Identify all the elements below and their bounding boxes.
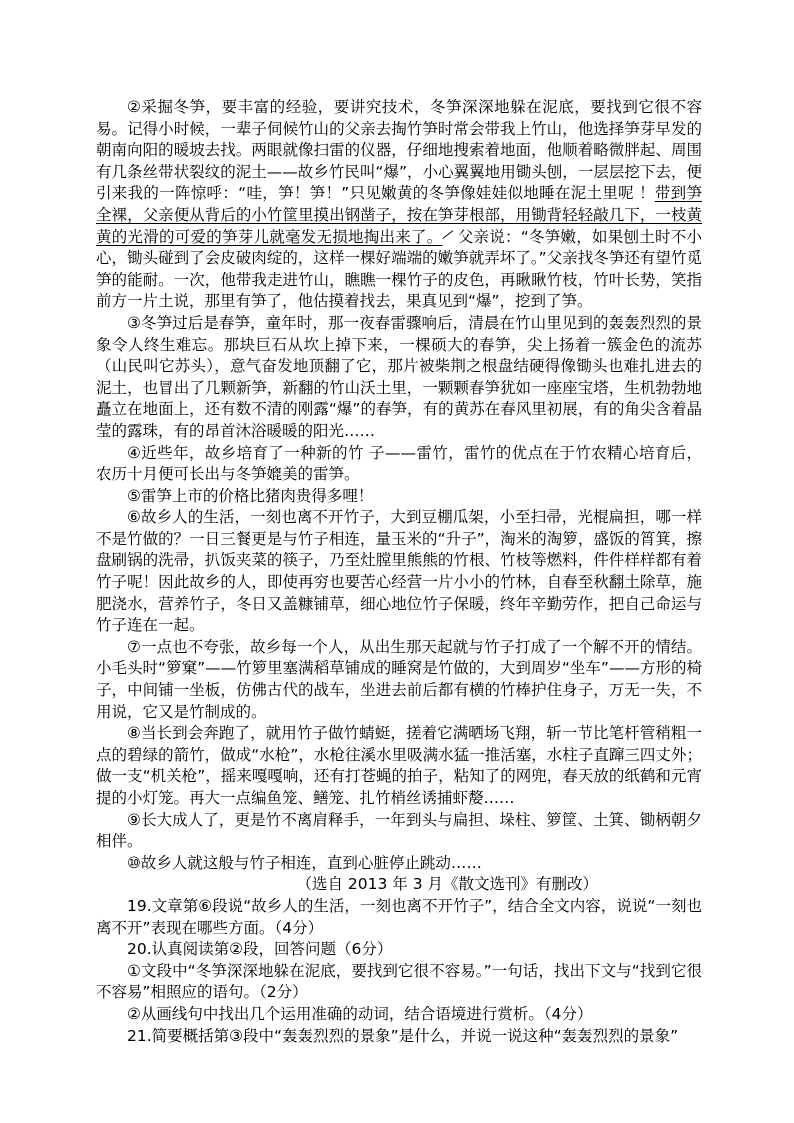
attribution-line-segment-1: （选自 2013 年 3 月《散文选刊》有删改） (296, 875, 598, 894)
paragraph-4 (96, 443, 702, 486)
paragraph-8 (96, 723, 702, 809)
article-body (96, 97, 702, 1047)
paragraph-2-segment-3: 父亲说：“冬笋嫩，如果刨土时不小心，锄头碰到了会皮破肉绽的，这样一棵好端端的嫩笋就弄坏了。”父亲找冬笋还有望竹觅笋的能耐。一次，他带我走进竹山，瞧瞧一棵竹子的皮色，再瞅瞅竹枝，竹叶长势，笑指前方一片土说，那里有笋了，他估摸着找去，果真见到“爆”，挖到了笋。 (96, 227, 702, 311)
paragraph-5-segment-1: ⑤雷笋上市的价格比猪肉贵得多哩！ (127, 486, 374, 505)
paragraph-2-segment-1: ②采掘冬笋，要丰富的经验，要讲究技术，冬笋深深地躲在泥底，要找到它很不容易。记得小时候，一辈子伺候竹山的父亲去掏竹笋时常会带我上竹山，他选择笋芽早发的朝南向阳的暖坡去找。两眼就像扫雷的仪器，仔细地搜索着地面，他顺着略微胖起、周围有几条丝带状裂纹的泥土——故乡竹民叫“爆”，小心翼翼地用锄头刨，一层层挖下去，便引来我的一阵惊呼：“哇，笋！笋！”只见嫩黄的冬笋像娃娃似地睡在泥土里呢 ！ (96, 98, 702, 203)
question-21-segment-1: 21.简要概括第③段中“轰轰烈烈的景象”是什么，并说一说这种“轰轰烈烈的景象” (127, 1026, 679, 1045)
paragraph-10 (96, 853, 702, 875)
paragraph-8-segment-1: ⑧当长到会奔跑了，就用竹子做竹蜻蜓，搓着它满晒场飞翔，斩一节比笔杆管稍粗一点的碧绿的箭竹，做成“水枪”，水枪往溪水里吸满水猛一推活塞，水柱子直蹿三四丈外；做一支“机关枪”，摇来嘎嘎响，还有打苍蝇的拍子，粘知了的网兜，春天放的纸鹤和元宵提的小灯笼。再大一点编鱼笼、鳝笼、扎竹梢丝诱捕虾嫠…… (96, 724, 702, 807)
paragraph-2 (96, 97, 702, 313)
question-19 (96, 896, 702, 939)
paragraph-7-segment-1: ⑦一点也不夸张，故乡每一个人，从出生那天起就与竹子打成了一个解不开的情结。小毛头时“箩窠”——竹箩里塞满稻草铺成的睡窝是竹做的，大到周岁“坐车”——方形的椅子，中间铺一坐板，仿佛古代的战车，坐进去前后都有横的竹棒护住身子，万无一失，不用说，它又是竹制成的。 (96, 637, 702, 721)
question-21 (96, 1026, 702, 1048)
paragraph-7 (96, 637, 702, 723)
underline-tail-mark (443, 230, 454, 239)
paragraph-2-segment-2: 带到笋全裸，父亲便从背后的小竹筐里摸出钢凿子，按在笋芽根部，用锄背轻轻敲几下，一枝黄黄的光滑的可爱的笋芽儿就毫发无损地掏出来了。 (96, 184, 702, 246)
question-20 (96, 939, 702, 961)
paragraph-5 (96, 486, 702, 508)
question-20-sub-1-segment-1: ①文段中“冬笋深深地躲在泥底，要找到它很不容易。”一句话，找出下文与“找到它很不容易”相照应的语句。（2分） (96, 961, 702, 1002)
question-20-segment-1: 20.认真阅读第②段，回答问题（6分） (127, 940, 393, 959)
paragraph-4-segment-1: ④近些年，故乡培育了一种新的竹 子——雷竹，雷竹的优点在于竹农精心培育后，农历十月便可长出与冬笋媲美的雷笋。 (96, 443, 702, 484)
paragraph-3-segment-1: ③冬笋过后是春笋，童年时，那一夜春雷骤响后，清晨在竹山里见到的轰轰烈烈的景象令人终生难忘。那块巨石从坎上掉下来，一棵硕大的春笋，尖上扬着一簇金色的流苏（山民叫它苏头），意气奋发地顶翻了它，那片被柴荆之根盘结硬得像锄头也难扎进去的泥土，也冒出了几颗新笋，新翻的竹山沃土里，一颗颗春笋犹如一座座宝塔，生机勃勃地矗立在地面上，还有数不清的刚露“爆”的春笋，有的黄苏在春风里初展，有的角尖含着晶莹的露珠，有的昂首沐浴暖暖的阳光…… (96, 313, 702, 440)
paragraph-10-segment-1: ⑩故乡人就这般与竹子相连，直到心脏停止跳动…… (127, 853, 482, 872)
paragraph-9 (96, 810, 702, 853)
paragraph-3 (96, 313, 702, 443)
question-19-segment-1: 19.文章第⑥段说“故乡人的生活，一刻也离不开竹子”，结合全文内容，说说“一刻也离不开”表现在哪些方面。（4分） (96, 896, 702, 937)
paragraph-9-segment-1: ⑨长大成人了，更是竹不离肩释手，一年到头与扁担、垛柱、箩筐、土箕、锄柄朝夕相伴。 (96, 810, 702, 851)
attribution-line (96, 874, 702, 896)
question-20-sub-1 (96, 961, 702, 1004)
paragraph-6-segment-1: ⑥故乡人的生活，一刻也离不开竹子，大到豆棚瓜架，小至扫帚，光棍扁担，哪一样不是竹做的？一日三餐更是与竹子相连，量玉米的“升子”，淘米的淘箩，盛饭的筲箕，擦盘刷锅的洗帚，扒饭夹菜的筷子，乃至灶膛里熊熊的竹根、竹枝等燃料，件件样样都有着竹子呢！因此故乡的人，即使再穷也要苦心经营一片小小的竹林，自春至秋翻土除草，施肥浇水，营养竹子，冬日又盖糠铺草，细心地位竹子保暖，终年辛勤劳作，把自己命运与竹子连在一起。 (96, 508, 702, 635)
paragraph-6 (96, 507, 702, 637)
question-20-sub-2-segment-1: ②从画线句中找出几个运用准确的动词，结合语境进行赏析。（4分） (127, 1004, 593, 1023)
question-20-sub-2 (96, 1004, 702, 1026)
